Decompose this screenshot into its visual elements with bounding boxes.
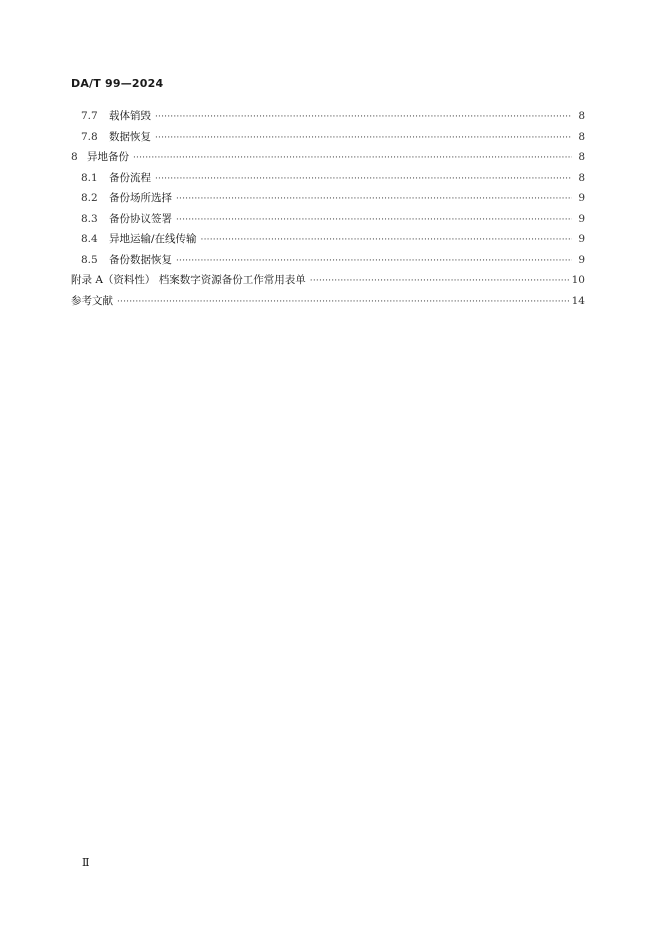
toc-entry[interactable] <box>71 108 585 129</box>
page-number: Ⅱ <box>82 856 90 869</box>
toc-entry[interactable] <box>71 293 585 314</box>
toc-entry[interactable] <box>71 272 585 293</box>
toc-entry-number: 8.2 <box>81 192 98 204</box>
toc-entry-number: 8.5 <box>81 253 98 266</box>
toc-leader-dots <box>176 194 572 204</box>
toc-leader-dots <box>133 153 572 163</box>
toc-entry[interactable] <box>71 231 585 252</box>
toc-entry-title: 附录 A（资料性） 档案数字资源备份工作常用表单 <box>71 274 306 286</box>
toc-entry-title: 备份流程 <box>109 171 151 184</box>
toc-entry[interactable] <box>71 252 585 273</box>
page-header <box>71 77 163 90</box>
toc-entry-page: 9 <box>578 253 585 266</box>
toc-leader-dots <box>155 112 572 122</box>
toc-entry[interactable] <box>71 149 585 170</box>
toc-entry[interactable] <box>71 190 585 211</box>
toc-leader-dots <box>201 235 572 245</box>
toc-entry-title: 参考文献 <box>71 294 113 307</box>
toc-leader-dots <box>117 297 569 307</box>
toc-entry-page: 8 <box>578 130 585 143</box>
toc-entry[interactable] <box>71 170 585 191</box>
toc-entry[interactable] <box>71 129 585 150</box>
toc-entry-number: 7.8 <box>81 130 98 143</box>
table-of-contents <box>71 108 585 313</box>
toc-leader-dots <box>176 215 572 225</box>
toc-entry-title: 数据恢复 <box>109 130 151 143</box>
toc-entry[interactable] <box>71 211 585 232</box>
toc-leader-dots <box>176 256 572 266</box>
toc-entry-number: 7.7 <box>81 110 98 122</box>
toc-entry-page: 10 <box>571 274 585 286</box>
toc-entry-number: 8.1 <box>81 171 98 184</box>
toc-entry-title: 异地运输/在线传输 <box>109 233 197 245</box>
toc-entry-title: 载体销毁 <box>109 110 151 122</box>
toc-entry-page: 8 <box>578 151 585 163</box>
toc-entry-number: 8 <box>71 151 78 163</box>
toc-entry-number: 8.4 <box>81 233 98 245</box>
toc-entry-title: 备份协议签署 <box>109 212 172 225</box>
toc-entry-number: 8.3 <box>81 212 98 225</box>
standard-code: DA/T 99—2024 <box>71 77 164 90</box>
toc-leader-dots <box>155 133 572 143</box>
toc-entry-page: 14 <box>571 294 585 307</box>
toc-entry-page: 9 <box>578 192 585 204</box>
toc-entry-page: 8 <box>578 171 585 184</box>
toc-entry-page: 9 <box>578 212 585 225</box>
toc-entry-page: 9 <box>578 233 585 245</box>
toc-entry-title: 备份场所选择 <box>109 192 172 204</box>
toc-entry-title: 异地备份 <box>87 151 129 163</box>
toc-leader-dots <box>310 276 569 286</box>
toc-leader-dots <box>155 174 572 184</box>
toc-entry-page: 8 <box>578 110 585 122</box>
toc-entry-title: 备份数据恢复 <box>109 253 172 266</box>
